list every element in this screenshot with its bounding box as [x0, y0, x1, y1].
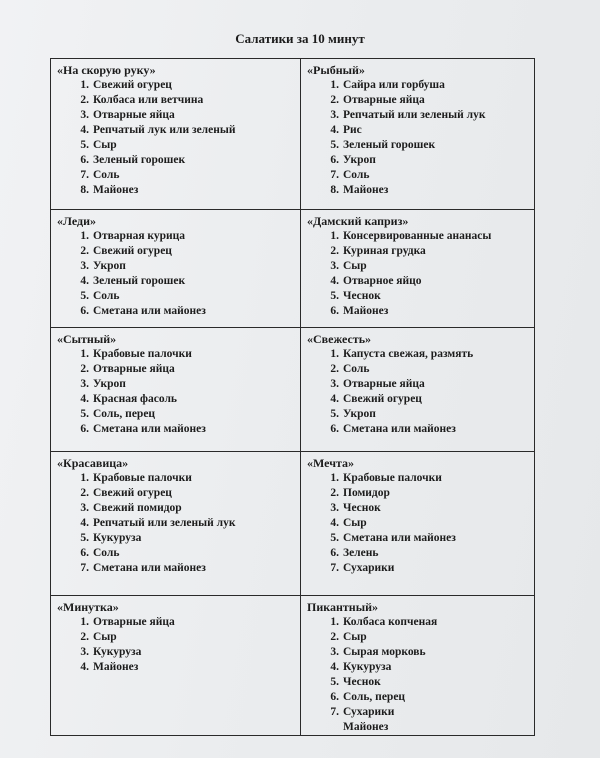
salad-cell [51, 59, 301, 210]
item-number: 5. [330, 676, 339, 688]
ingredient-item [330, 377, 528, 392]
ingredient-list [57, 471, 294, 576]
ingredient-item [330, 274, 528, 289]
salad-cell [51, 210, 301, 328]
item-number: 5. [80, 290, 89, 302]
item-number: 6. [330, 154, 339, 166]
ingredient-item [330, 78, 528, 93]
ingredient-text: Отварное яйцо [343, 275, 422, 287]
ingredient-text: Соль, перец [343, 691, 406, 703]
ingredient-text: Кукуруза [343, 661, 392, 673]
ingredient-item [80, 531, 294, 546]
ingredient-item [80, 516, 294, 531]
ingredient-text: Соль [93, 290, 120, 302]
ingredient-text: Сметана или майонез [93, 423, 206, 435]
ingredient-item [80, 645, 294, 660]
ingredient-list [57, 229, 294, 319]
ingredient-text: Укроп [343, 154, 376, 166]
ingredient-text: Капуста свежая, размять [343, 348, 474, 360]
ingredient-text: Свежий огурец [93, 245, 172, 257]
item-number: 2. [330, 94, 339, 106]
ingredient-item [330, 123, 528, 138]
ingredient-item [330, 422, 528, 437]
ingredient-text: Укроп [343, 408, 376, 420]
item-number: 5. [80, 532, 89, 544]
item-number: 2. [80, 363, 89, 375]
item-number: 1. [80, 348, 89, 360]
ingredient-item [80, 377, 294, 392]
ingredient-item [80, 183, 294, 198]
item-number: 5. [80, 139, 89, 151]
ingredient-item [80, 392, 294, 407]
item-number: 3. [80, 109, 89, 121]
item-number: 3. [80, 378, 89, 390]
item-number: 3. [330, 109, 339, 121]
ingredient-item [330, 675, 528, 690]
ingredient-text: Сыр [93, 139, 117, 151]
item-number: 2. [80, 94, 89, 106]
salad-name: Пикантный» [307, 600, 378, 614]
item-number: 1. [80, 230, 89, 242]
ingredient-item [330, 168, 528, 183]
salad-cell [301, 596, 535, 736]
ingredient-item [330, 108, 528, 123]
ingredient-text: Отварные яйца [93, 616, 175, 628]
ingredient-item [330, 407, 528, 422]
ingredient-list [307, 615, 528, 735]
item-number: 8. [330, 184, 339, 196]
ingredient-list [307, 347, 528, 437]
salad-name: «Рыбный» [307, 63, 365, 77]
ingredient-item [80, 422, 294, 437]
ingredient-text: Сайра или горбуша [343, 79, 445, 91]
ingredient-text: Колбаса или ветчина [93, 94, 204, 106]
item-number: 8. [80, 184, 89, 196]
item-number: 5. [330, 139, 339, 151]
item-number: 5. [330, 408, 339, 420]
ingredient-text: Свежий огурец [93, 487, 172, 499]
ingredient-text: Отварные яйца [93, 363, 175, 375]
item-number: 1. [330, 616, 339, 628]
ingredient-list [57, 347, 294, 437]
ingredient-item [80, 347, 294, 362]
item-number: 5. [330, 290, 339, 302]
ingredient-text: Зелень [343, 547, 379, 559]
salad-name: «Сытный» [57, 332, 117, 346]
item-number: 1. [330, 230, 339, 242]
item-number: 1. [80, 79, 89, 91]
ingredient-item [80, 362, 294, 377]
ingredient-item [80, 660, 294, 675]
ingredient-item [330, 229, 528, 244]
item-number: 2. [80, 487, 89, 499]
item-number: 3. [80, 646, 89, 658]
ingredient-text: Чеснок [343, 502, 381, 514]
ingredient-text: Отварная курица [93, 230, 186, 242]
salad-cell [301, 452, 535, 596]
ingredient-item [80, 546, 294, 561]
salad-name: «Красавица» [57, 456, 129, 470]
table-row [51, 328, 535, 452]
ingredient-list [57, 615, 294, 675]
ingredient-text: Майонез [93, 661, 139, 673]
ingredient-item [330, 471, 528, 486]
ingredient-text: Соль, перец [93, 408, 156, 420]
item-number: 3. [330, 502, 339, 514]
item-number: 4. [80, 661, 89, 673]
ingredient-text: Свежий помидор [93, 502, 182, 514]
item-number: 6. [80, 547, 89, 559]
ingredient-text: Консервированные ананасы [343, 230, 492, 242]
ingredient-text: Чеснок [343, 290, 381, 302]
table-row [51, 452, 535, 596]
salad-cell [301, 210, 535, 328]
ingredient-item [80, 78, 294, 93]
ingredient-text: Соль [93, 547, 120, 559]
ingredient-text: Укроп [93, 260, 126, 272]
item-number: 7. [80, 562, 89, 574]
ingredient-text: Колбаса копченая [343, 616, 438, 628]
ingredient-list [307, 229, 528, 319]
ingredient-text: Сметана или майонез [343, 532, 456, 544]
ingredient-text: Свежий огурец [93, 79, 172, 91]
item-number: 3. [80, 502, 89, 514]
ingredient-item [80, 259, 294, 274]
ingredient-text: Майонез [343, 305, 389, 317]
ingredient-item [80, 486, 294, 501]
ingredient-text: Майонез [343, 184, 389, 196]
item-number: 6. [80, 305, 89, 317]
item-number: 7. [330, 706, 339, 718]
ingredient-item [330, 630, 528, 645]
ingredient-item [330, 183, 528, 198]
ingredient-text: Рис [343, 124, 362, 136]
salad-table [50, 58, 535, 736]
ingredient-item [80, 244, 294, 259]
ingredient-item [330, 501, 528, 516]
ingredient-item [330, 259, 528, 274]
ingredient-text: Отварные яйца [93, 109, 175, 121]
ingredient-item [80, 108, 294, 123]
ingredient-text: Репчатый или зеленый лук [343, 109, 486, 121]
ingredient-item [80, 153, 294, 168]
item-number: 3. [330, 260, 339, 272]
ingredient-text: Зеленый горошек [93, 275, 186, 287]
ingredient-list [307, 471, 528, 576]
item-number: 4. [80, 517, 89, 529]
ingredient-item [330, 561, 528, 576]
ingredient-item [330, 138, 528, 153]
ingredient-item [330, 690, 528, 705]
ingredient-text: Соль [343, 363, 370, 375]
ingredient-item [330, 153, 528, 168]
item-number: 5. [330, 532, 339, 544]
item-number: 2. [80, 245, 89, 257]
salad-cell [51, 452, 301, 596]
item-number: 2. [330, 245, 339, 257]
ingredient-text: Сыр [343, 517, 367, 529]
ingredient-item [330, 660, 528, 675]
table-row [51, 210, 535, 328]
item-number: 5. [80, 408, 89, 420]
ingredient-text: Майонез [93, 184, 139, 196]
item-number: 4. [330, 393, 339, 405]
item-number: 2. [330, 631, 339, 643]
ingredient-item [330, 392, 528, 407]
item-number: 7. [330, 562, 339, 574]
item-number: 4. [330, 124, 339, 136]
item-number: 4. [80, 393, 89, 405]
item-number: 2. [80, 631, 89, 643]
ingredient-list [307, 78, 528, 198]
item-number: 1. [80, 472, 89, 484]
ingredient-text: Кукуруза [93, 646, 142, 658]
salad-name: «На скорую руку» [57, 63, 156, 77]
ingredient-item [330, 705, 528, 720]
ingredient-item [330, 304, 528, 319]
ingredient-item [330, 244, 528, 259]
ingredient-text: Сыр [93, 631, 117, 643]
salad-name: «Леди» [57, 214, 97, 228]
ingredient-text: Отварные яйца [343, 378, 425, 390]
salad-cell [301, 59, 535, 210]
ingredient-text: Сухарики [343, 706, 395, 718]
ingredient-item [80, 138, 294, 153]
item-number: 1. [80, 616, 89, 628]
ingredient-item [80, 304, 294, 319]
ingredient-item [80, 93, 294, 108]
ingredient-text: Сухарики [343, 562, 395, 574]
salad-name: «Дамский каприз» [307, 214, 409, 228]
ingredient-item [80, 615, 294, 630]
ingredient-item [80, 229, 294, 244]
ingredient-text: Зеленый горошек [343, 139, 436, 151]
ingredient-text: Укроп [93, 378, 126, 390]
ingredient-item [330, 347, 528, 362]
item-number: 6. [330, 547, 339, 559]
salad-cell [301, 328, 535, 452]
ingredient-item [330, 289, 528, 304]
ingredient-text: Куриная грудка [343, 245, 426, 257]
ingredient-item [330, 531, 528, 546]
item-number: 4. [80, 124, 89, 136]
item-number: 3. [330, 378, 339, 390]
item-number: 1. [330, 79, 339, 91]
ingredient-text: Сырая морковь [343, 646, 426, 658]
item-number: 6. [330, 423, 339, 435]
ingredient-item [80, 123, 294, 138]
ingredient-text: Зеленый горошек [93, 154, 186, 166]
item-number: 4. [330, 517, 339, 529]
ingredient-text: Крабовые палочки [93, 472, 192, 484]
item-number: 7. [330, 169, 339, 181]
item-number: 3. [330, 646, 339, 658]
item-number: 6. [330, 305, 339, 317]
ingredient-item [343, 720, 528, 735]
ingredient-text: Соль [93, 169, 120, 181]
ingredient-text: Крабовые палочки [93, 348, 192, 360]
ingredient-item [330, 93, 528, 108]
table-row [51, 596, 535, 736]
ingredient-item [80, 168, 294, 183]
ingredient-item [330, 516, 528, 531]
item-number: 1. [330, 472, 339, 484]
ingredient-item [80, 274, 294, 289]
ingredient-text: Майонез [343, 721, 389, 733]
ingredient-text: Крабовые палочки [343, 472, 442, 484]
ingredient-text: Свежий огурец [343, 393, 422, 405]
ingredient-item [80, 630, 294, 645]
salad-name: «Минутка» [57, 600, 119, 614]
ingredient-text: Помидор [343, 487, 390, 499]
item-number: 4. [80, 275, 89, 287]
ingredient-item [80, 407, 294, 422]
ingredient-text: Чеснок [343, 676, 381, 688]
item-number: 1. [330, 348, 339, 360]
ingredient-item [330, 615, 528, 630]
item-number: 3. [80, 260, 89, 272]
salad-cell [51, 596, 301, 736]
ingredient-text: Сыр [343, 631, 367, 643]
item-number: 6. [80, 423, 89, 435]
ingredient-item [80, 501, 294, 516]
ingredient-text: Сметана или майонез [343, 423, 456, 435]
ingredient-text: Сметана или майонез [93, 305, 206, 317]
ingredient-text: Кукуруза [93, 532, 142, 544]
ingredient-item [80, 471, 294, 486]
item-number: 2. [330, 487, 339, 499]
salad-cell [51, 328, 301, 452]
item-number: 4. [330, 275, 339, 287]
ingredient-text: Отварные яйца [343, 94, 425, 106]
ingredient-item [330, 645, 528, 660]
ingredient-text: Сыр [343, 260, 367, 272]
ingredient-text: Соль [343, 169, 370, 181]
ingredient-item [80, 289, 294, 304]
salad-name: «Мечта» [307, 456, 355, 470]
table-row [51, 59, 535, 210]
item-number: 2. [330, 363, 339, 375]
ingredient-text: Сметана или майонез [93, 562, 206, 574]
ingredient-text: Репчатый или зеленый лук [93, 517, 236, 529]
item-number: 6. [80, 154, 89, 166]
ingredient-list [57, 78, 294, 198]
document-title: Салатики за 10 минут [235, 31, 365, 46]
salad-name: «Свежесть» [307, 332, 372, 346]
ingredient-item [80, 561, 294, 576]
ingredient-item [330, 362, 528, 377]
item-number: 7. [80, 169, 89, 181]
item-number: 6. [330, 691, 339, 703]
ingredient-text: Репчатый лук или зеленый [93, 124, 236, 136]
ingredient-text: Красная фасоль [93, 393, 178, 405]
ingredient-item [330, 546, 528, 561]
ingredient-item [330, 486, 528, 501]
item-number: 4. [330, 661, 339, 673]
